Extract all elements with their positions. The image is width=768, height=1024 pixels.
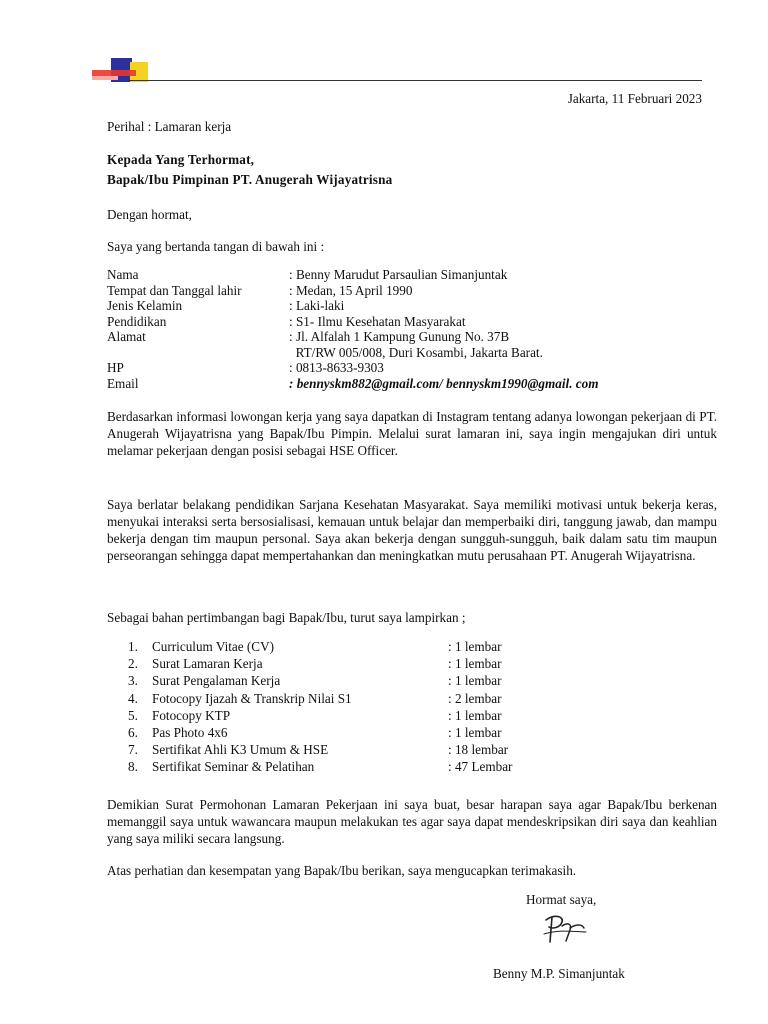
identity-label: Email (107, 375, 139, 391)
body-paragraph-3: Demikian Surat Permohonan Lamaran Pekerjaan ini saya buat, besar harapan saya agar Bapak/Ibu berkenan memanggil saya untuk wawancara maupun melakukan tes agar saya dapat mendeskripsikan diri saya dan keahlian yang saya miliki secara langsung. (107, 797, 717, 846)
attachment-number: 2. (128, 656, 138, 672)
attachment-quantity: : 18 lembar (448, 742, 509, 758)
identity-label: Alamat (107, 329, 146, 344)
attachment-name: Sertifikat Seminar & Pelatihan (152, 759, 315, 775)
attachment-quantity: : 1 lembar (448, 639, 502, 654)
header-divider (128, 80, 702, 81)
attachment-quantity: : 1 lembar (448, 656, 502, 672)
attachment-quantity: : 1 lembar (448, 673, 502, 689)
thanks-paragraph: Atas perhatian dan kesempatan yang Bapak/Ibu berikan, saya mengucapkan terimakasih. (107, 863, 577, 878)
logo-pink-stripe (92, 76, 118, 80)
identity-value: : 0813-8633-9303 (289, 360, 384, 375)
attachment-number: 6. (128, 724, 138, 740)
attachment-number: 3. (128, 673, 138, 689)
attachment-quantity: : 1 lembar (448, 707, 502, 723)
letterhead-logo (92, 58, 162, 88)
greeting: Dengan hormat, (107, 207, 192, 222)
attachment-name: Sertifikat Ahli K3 Umum & HSE (152, 742, 329, 758)
attachment-name: Curriculum Vitae (CV) (152, 639, 275, 654)
attachment-number: 4. (128, 690, 138, 706)
attachments-intro: Sebagai bahan pertimbangan bagi Bapak/Ibu, turut saya lampirkan ; (107, 610, 466, 625)
intro-line: Saya yang bertanda tangan di bawah ini : (107, 239, 325, 254)
attachment-name: Surat Lamaran Kerja (152, 656, 263, 672)
attachment-number: 7. (128, 742, 138, 758)
identity-label: Nama (107, 267, 139, 282)
recipient-salutation: Kepada Yang Terhormat, (107, 152, 255, 167)
body-paragraph-1: Berdasarkan informasi lowongan kerja yang saya dapatkan di Instagram tentang adanya lowongan pekerjaan di PT. Anugerah Wijayatrisna yang Bapak/Ibu Pimpin. Melalui surat lamaran ini, saya ingin mengajukan diri untuk melamar pekerjaan dengan posisi sebagai HSE Officer. (107, 409, 717, 458)
closing-phrase: Hormat saya, (526, 892, 597, 907)
recipient-name: Bapak/Ibu Pimpinan PT. Anugerah Wijayatrisna (107, 172, 393, 187)
letter-date: Jakarta, 11 Februari 2023 (567, 91, 702, 106)
identity-value: : Jl. Alfalah 1 Kampung Gunung No. 37B (289, 329, 510, 344)
identity-label: Tempat dan Tanggal lahir (107, 282, 242, 298)
attachment-number: 8. (128, 759, 138, 775)
identity-label: Jenis Kelamin (107, 298, 183, 313)
identity-value: RT/RW 005/008, Duri Kosambi, Jakarta Barat. (289, 344, 543, 360)
identity-value: : Laki-laki (289, 298, 345, 313)
identity-label: Pendidikan (107, 313, 167, 329)
identity-email-value: : bennyskm882@gmail.com/ bennyskm1990@gmail. com (289, 375, 599, 391)
identity-value: : Medan, 15 April 1990 (289, 282, 413, 298)
identity-value: : Benny Marudut Parsaulian Simanjuntak (289, 267, 508, 282)
identity-label: HP (107, 360, 124, 375)
attachment-number: 5. (128, 707, 138, 723)
identity-value: : S1- Ilmu Kesehatan Masyarakat (289, 313, 466, 329)
attachment-name: Fotocopy KTP (152, 707, 231, 723)
handwritten-signature (540, 912, 590, 946)
attachment-quantity: : 47 Lembar (448, 759, 513, 775)
attachment-number: 1. (128, 639, 138, 654)
attachment-quantity: : 1 lembar (448, 724, 502, 740)
attachment-name: Pas Photo 4x6 (152, 724, 228, 740)
attachment-quantity: : 2 lembar (448, 690, 502, 706)
letter-subject: Perihal : Lamaran kerja (107, 119, 232, 134)
attachment-name: Surat Pengalaman Kerja (152, 673, 281, 689)
body-paragraph-2: Saya berlatar belakang pendidikan Sarjana Kesehatan Masyarakat. Saya memiliki motivasi untuk bekerja keras, menyukai interaksi serta bersosialisasi, kemauan untuk belajar dan memperbaiki diri, tanggung jawab, dan mampu bekerja dengan tim maupun personal. Saya akan bekerja dengan sungguh-sungguh, baik dalam satu tim maupun perseorangan sehingga dapat mempertahankan dan meningkatkan mutu perusahaan PT. Anugerah Wijayatrisna. (107, 497, 717, 563)
signer-name: Benny M.P. Simanjuntak (493, 966, 625, 981)
attachment-name: Fotocopy Ijazah & Transkrip Nilai S1 (152, 690, 352, 706)
